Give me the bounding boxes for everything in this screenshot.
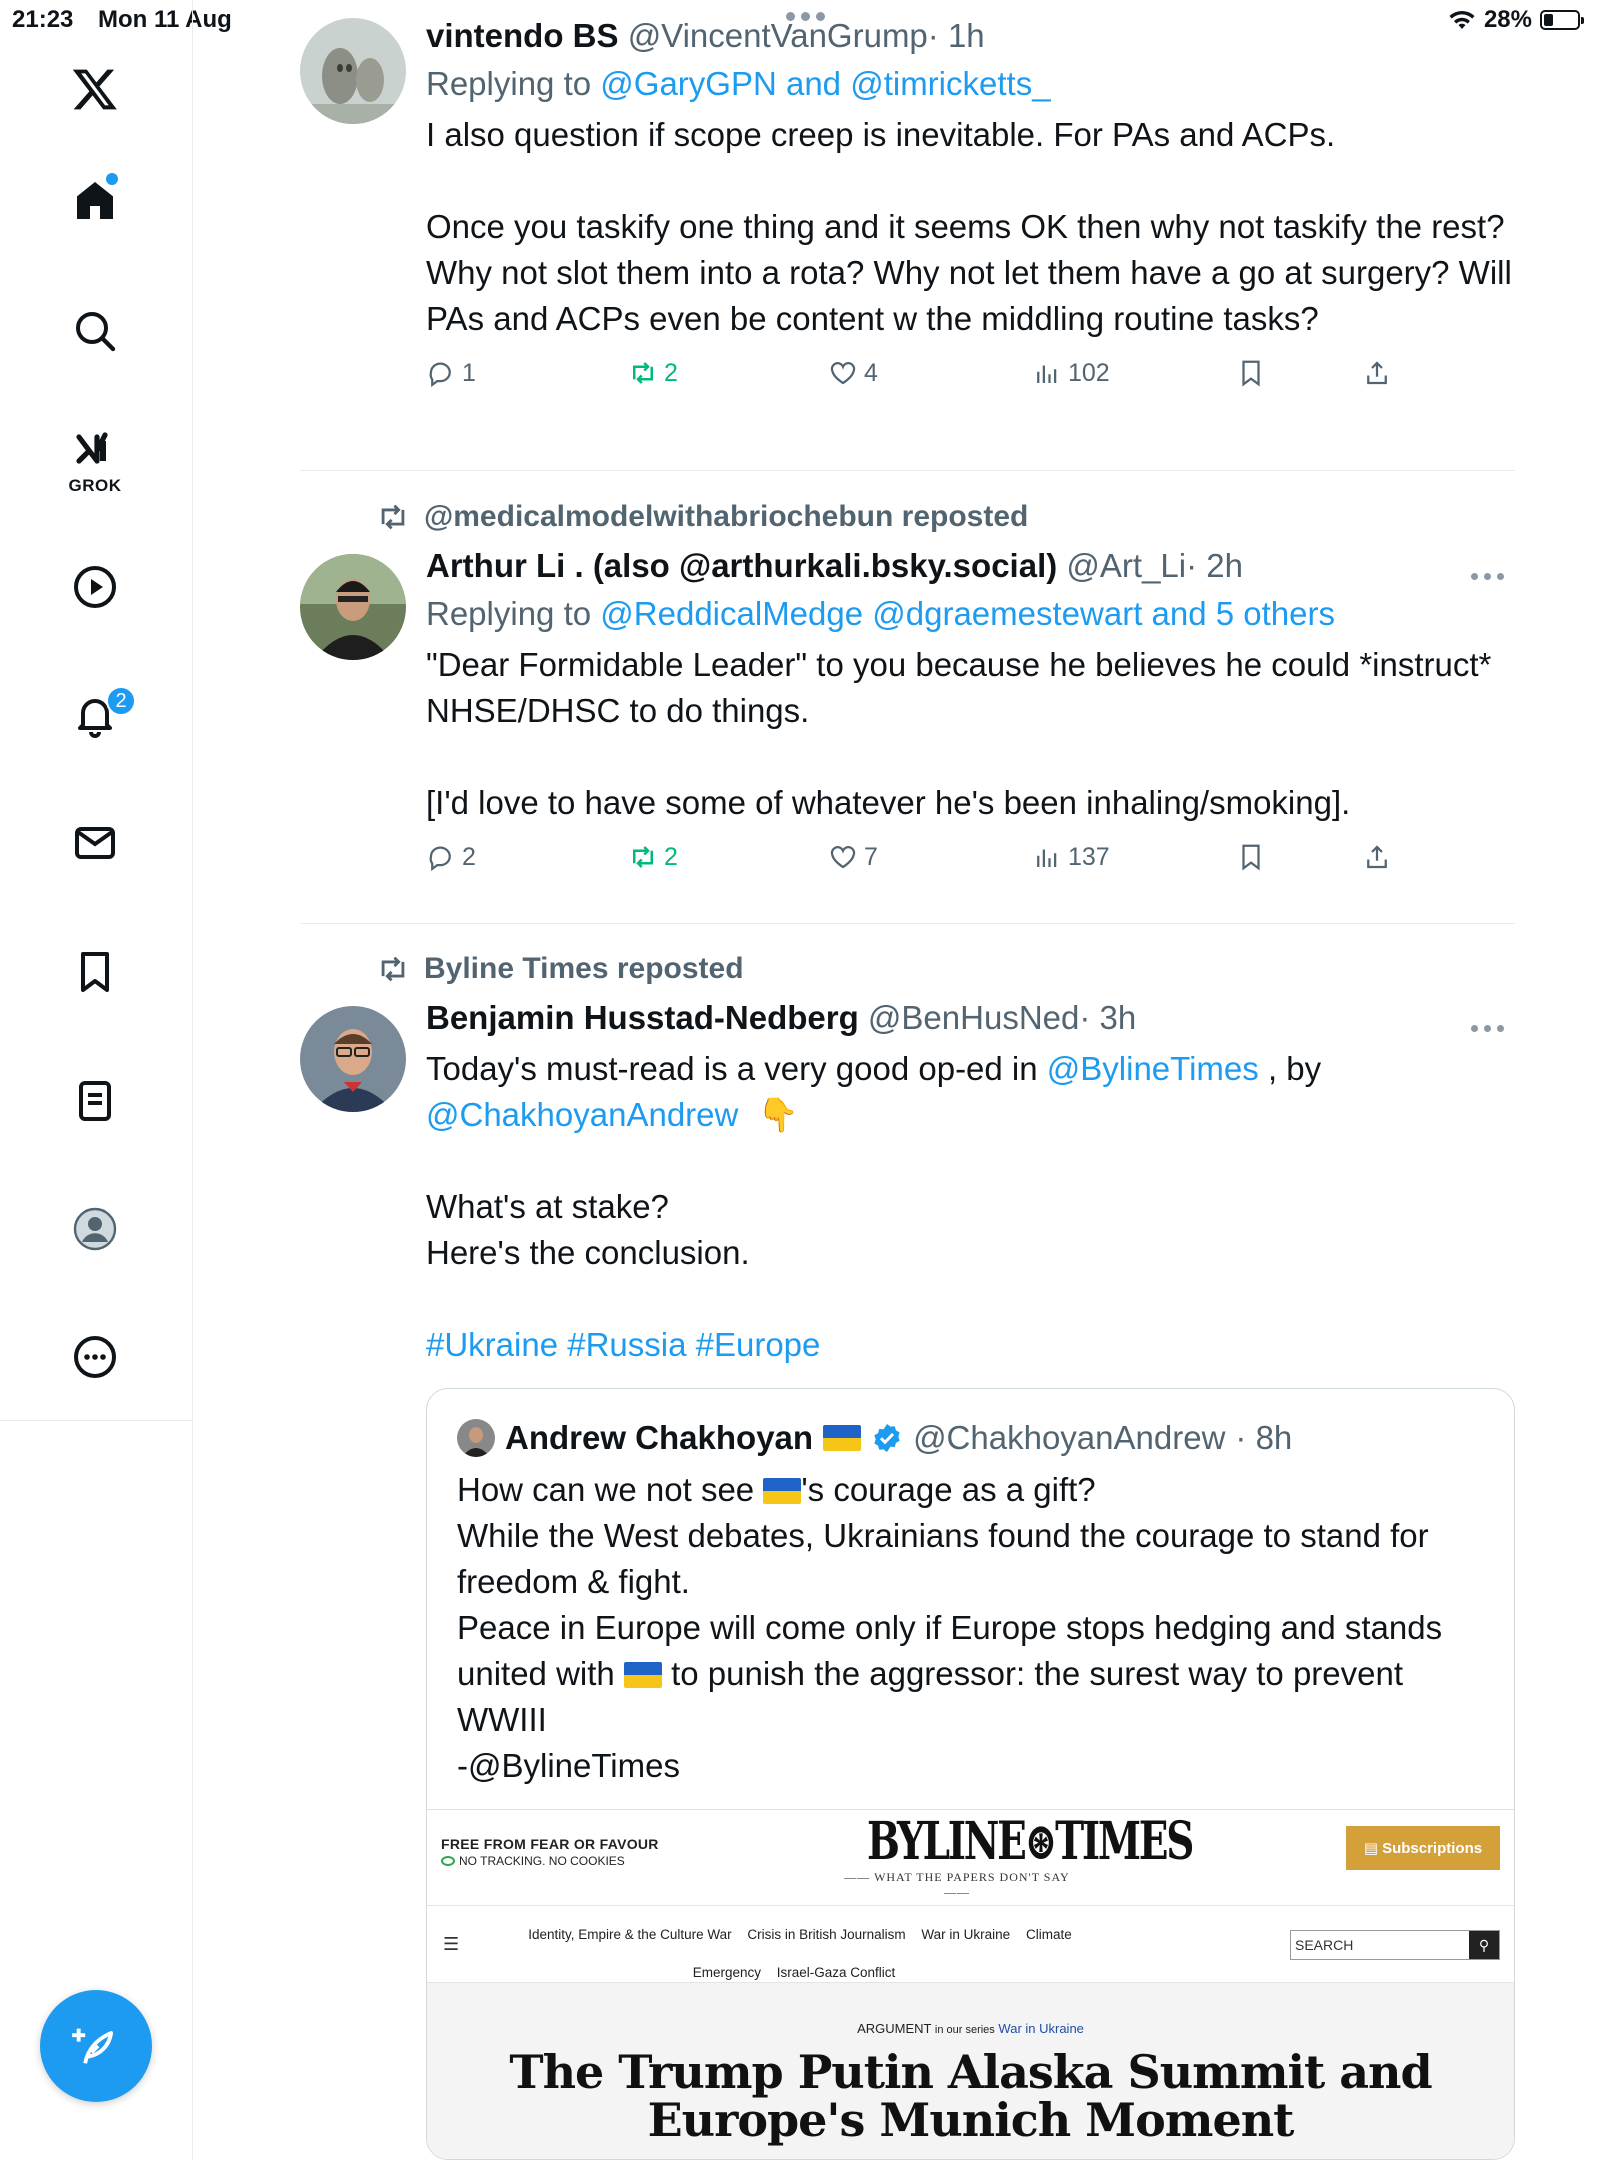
post-divider xyxy=(300,923,1515,924)
mention-link[interactable]: @BylineTimes xyxy=(1046,1050,1259,1087)
verified-badge-icon xyxy=(871,1422,903,1454)
video-icon[interactable] xyxy=(66,558,124,616)
quote-text xyxy=(427,1457,1514,1809)
share-button[interactable] xyxy=(1362,358,1392,388)
hamburger-menu-icon: ☰ xyxy=(443,1934,460,1954)
point-down-emoji: 👇 xyxy=(757,1096,799,1133)
view-count: 102 xyxy=(1068,358,1110,387)
repost-small-icon xyxy=(376,952,410,986)
post-paragraph: What's at stake? xyxy=(426,1188,669,1225)
post-time[interactable]: · 1h xyxy=(927,17,985,54)
byline-headline xyxy=(427,2045,1514,2147)
post-time[interactable]: · 2h xyxy=(1186,547,1243,584)
ukraine-flag-icon xyxy=(763,1478,801,1504)
reply-button[interactable] xyxy=(426,358,476,388)
byline-kicker xyxy=(427,2021,1514,2036)
author-handle[interactable]: @VincentVanGrump xyxy=(627,17,928,54)
repost-small-icon xyxy=(376,500,410,534)
notifications-badge: 2 xyxy=(106,686,136,716)
author-name[interactable]: vintendo BS xyxy=(426,17,619,54)
lists-icon[interactable] xyxy=(66,1072,124,1130)
byline-notrack xyxy=(441,1854,625,1868)
replying-to-link[interactable]: @ReddicalMedge @dgraemestewart and 5 others xyxy=(600,595,1335,632)
bookmark-button[interactable] xyxy=(1236,358,1266,388)
quote-line: While the West debates, Ukrainians found the courage to stand for freedom & fight. xyxy=(457,1517,1429,1600)
avatar[interactable] xyxy=(300,18,406,124)
post-paragraph xyxy=(426,1092,1515,1138)
post-paragraph xyxy=(426,158,1515,204)
battery-percent: 28% xyxy=(1483,6,1532,33)
kicker-series: in our series xyxy=(934,2024,995,2036)
repost-indicator[interactable] xyxy=(376,500,1028,534)
text-segment: Today's must-read is a very good op-ed in xyxy=(426,1050,1047,1087)
like-count: 4 xyxy=(864,358,878,387)
views-button[interactable] xyxy=(1032,358,1110,388)
post-text xyxy=(426,112,1515,342)
x-logo-icon[interactable] xyxy=(66,60,124,118)
quote-media-image[interactable] xyxy=(427,1809,1514,2159)
byline-nav-link: War in Ukraine xyxy=(921,1927,1011,1942)
sidebar-divider xyxy=(0,1420,193,1421)
replying-prefix: Replying to xyxy=(426,595,592,632)
replying-prefix: Replying to xyxy=(426,65,592,102)
like-button[interactable] xyxy=(828,358,878,388)
author-name[interactable]: Arthur Li . (also @arthurkali.bsky.social) xyxy=(426,547,1058,584)
view-count: 137 xyxy=(1068,842,1110,871)
replying-to-link[interactable]: @GaryGPN and @timricketts_ xyxy=(600,65,1051,102)
reply-count: 2 xyxy=(462,842,476,871)
reply-icon xyxy=(426,842,456,872)
heart-icon xyxy=(828,842,858,872)
share-icon xyxy=(1362,842,1392,872)
post-time[interactable]: · 3h xyxy=(1079,999,1137,1036)
ukraine-flag-icon xyxy=(823,1425,861,1451)
reply-icon xyxy=(426,358,456,388)
status-time: 21:23 xyxy=(12,6,74,33)
byline-nav xyxy=(427,1905,1514,1983)
quote-author-handle[interactable]: @ChakhoyanAndrew xyxy=(913,1419,1226,1456)
byline-nav-link: Crisis in British Journalism xyxy=(747,1927,906,1942)
quoted-post[interactable] xyxy=(426,1388,1515,2160)
like-button[interactable] xyxy=(828,842,878,872)
quote-avatar[interactable] xyxy=(457,1419,495,1457)
views-icon xyxy=(1032,842,1062,872)
post-paragraph: [I'd love to have some of whatever he's been inhaling/smoking]. xyxy=(426,784,1351,821)
byline-logo xyxy=(837,1810,1193,1900)
quote-header xyxy=(427,1389,1514,1457)
post-divider xyxy=(300,470,1515,471)
post-text xyxy=(426,642,1515,826)
byline-search xyxy=(1290,1930,1500,1960)
quote-time[interactable]: · 8h xyxy=(1235,1419,1293,1456)
byline-nav-link: Identity, Empire & the Culture War xyxy=(528,1927,732,1942)
repost-by: @medicalmodelwithabriochebun reposted xyxy=(424,500,1029,533)
post-paragraph xyxy=(426,1138,1515,1184)
avatar[interactable] xyxy=(300,1006,406,1112)
views-icon xyxy=(1032,358,1062,388)
repost-count: 2 xyxy=(664,358,678,387)
repost-indicator[interactable] xyxy=(376,952,744,986)
byline-subscriptions-label: Subscriptions xyxy=(1382,1839,1483,1857)
text-segment: How can we not see xyxy=(457,1471,764,1508)
grok-icon[interactable] xyxy=(66,424,124,482)
replying-to xyxy=(426,64,1515,104)
byline-logo-text: BYLINE⊛TIMES xyxy=(867,1811,1193,1872)
post-actions xyxy=(426,842,1515,886)
byline-slogan: FREE FROM FEAR OR FAVOUR xyxy=(441,1836,659,1852)
byline-search-placeholder: SEARCH xyxy=(1295,1937,1354,1953)
share-button[interactable] xyxy=(1362,842,1392,872)
byline-nav-link: Israel-Gaza Conflict xyxy=(776,1965,896,1980)
author-handle[interactable]: @Art_Li xyxy=(1066,547,1187,584)
byline-article xyxy=(427,1983,1514,2159)
text-segment: Peace in Europe will come only if Europe stops hedging and stands united with xyxy=(457,1609,1443,1692)
mention-link[interactable]: @ChakhoyanAndrew xyxy=(426,1096,739,1133)
repost-icon xyxy=(628,842,658,872)
byline-tagline: —— WHAT THE PAPERS DON'T SAY —— xyxy=(844,1870,1070,1899)
hashtags[interactable]: #Ukraine #Russia #Europe xyxy=(426,1326,821,1363)
post-actions xyxy=(426,358,1515,402)
magnifier-icon: ⚲ xyxy=(1469,1931,1499,1959)
post-paragraph: Here's the conclusion. xyxy=(426,1234,750,1271)
post-text xyxy=(426,1046,1515,1368)
byline-subscriptions-button: ▤ Subscriptions xyxy=(1346,1826,1500,1870)
battery-icon xyxy=(1540,10,1580,30)
post-paragraph: I also question if scope creep is inevitable. For PAs and ACPs. xyxy=(426,116,1336,153)
grok-label: GROK xyxy=(68,476,122,495)
kicker-label: ARGUMENT xyxy=(857,2021,932,2036)
repost-by: Byline Times reposted xyxy=(424,952,744,985)
views-button[interactable] xyxy=(1032,842,1110,872)
bookmark-icon xyxy=(1236,358,1266,388)
reply-count: 1 xyxy=(462,358,476,387)
status-date: Mon 11 Aug xyxy=(98,6,232,33)
home-unread-dot xyxy=(106,173,118,185)
more-options-icon[interactable] xyxy=(66,1328,124,1386)
sidebar xyxy=(0,0,193,2160)
bookmark-button[interactable] xyxy=(1236,842,1266,872)
headline-line: The Trump Putin Alaska Summit and xyxy=(509,2045,1432,2099)
bookmarks-icon[interactable] xyxy=(66,943,124,1001)
quote-line: -@BylineTimes xyxy=(457,1747,680,1784)
post-paragraph: Once you taskify one thing and it seems OK then why not taskify the rest? Why not slot them into a rota? Why not let them have a go at surgery? Will PAs and ACPs even be content w the middling routine tasks? xyxy=(426,208,1512,337)
post-paragraph xyxy=(426,1046,1515,1092)
text-segment: 's courage as a gift? xyxy=(801,1471,1096,1508)
bookmark-icon xyxy=(1236,842,1266,872)
heart-icon xyxy=(828,358,858,388)
replying-to xyxy=(426,594,1515,634)
avatar[interactable] xyxy=(300,554,406,660)
author-handle[interactable]: @BenHusNed xyxy=(867,999,1080,1036)
kicker-topic: War in Ukraine xyxy=(998,2021,1084,2036)
post-paragraph xyxy=(426,1276,1515,1322)
author-name[interactable]: Benjamin Husstad-Nedberg xyxy=(426,999,859,1036)
reply-button[interactable] xyxy=(426,842,476,872)
repost-icon xyxy=(628,358,658,388)
post-paragraph: "Dear Formidable Leader" to you because he believes he could *instruct* NHSE/DHSC to do things. xyxy=(426,646,1492,729)
text-segment: , by xyxy=(1258,1050,1322,1087)
repost-button[interactable] xyxy=(628,842,678,872)
byline-nav-link: Climate Emergency xyxy=(692,1927,1072,1980)
headline-line: Europe's Munich Moment xyxy=(647,2093,1294,2147)
profile-icon[interactable] xyxy=(66,1200,124,1258)
search-icon[interactable] xyxy=(66,302,124,360)
like-count: 7 xyxy=(864,842,878,871)
post-paragraph xyxy=(426,734,1515,780)
repost-count: 2 xyxy=(664,842,678,871)
messages-icon[interactable] xyxy=(66,814,124,872)
compose-feather-icon xyxy=(70,2020,122,2072)
compose-post-button[interactable] xyxy=(40,1990,152,2102)
share-icon xyxy=(1362,358,1392,388)
text-segment: to punish the aggressor: the surest way to prevent WWIII xyxy=(457,1655,1404,1738)
quote-author-name[interactable]: Andrew Chakhoyan xyxy=(505,1419,814,1456)
byline-notrack-text: NO TRACKING. NO COOKIES xyxy=(459,1854,625,1868)
eye-icon xyxy=(441,1856,455,1866)
repost-button[interactable] xyxy=(628,358,678,388)
ukraine-flag-icon xyxy=(624,1662,662,1688)
